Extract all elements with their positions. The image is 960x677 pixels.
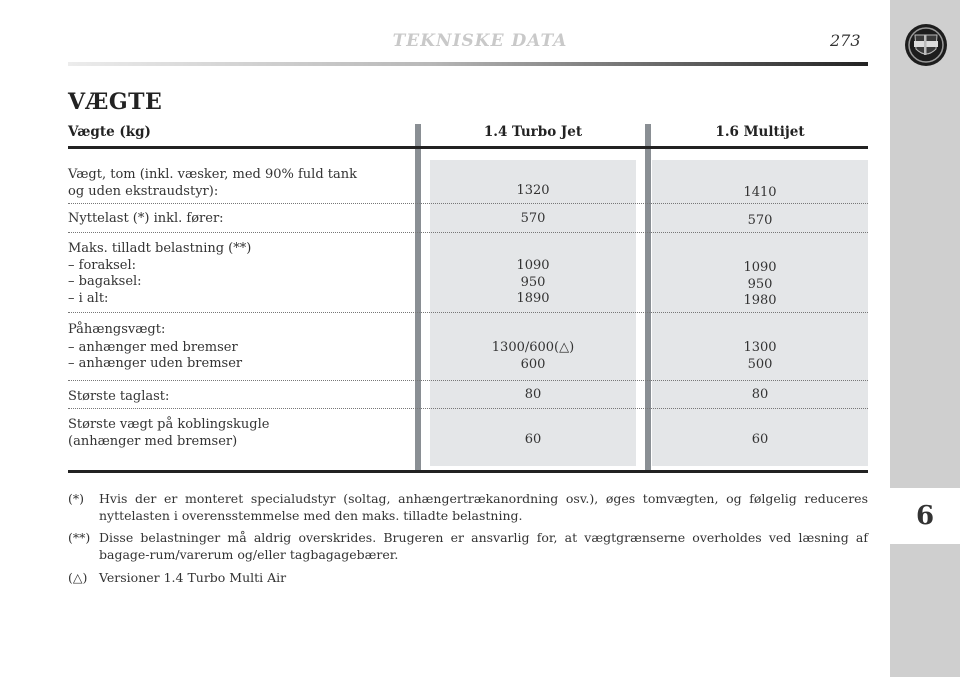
table-cell-turbo-jet: 1300/600(△) 600 <box>491 340 575 372</box>
table-bottom-rule <box>68 470 868 473</box>
lancia-shield-icon <box>903 22 949 68</box>
table-cell-turbo-jet: 60 <box>524 432 542 447</box>
column-divider <box>415 124 421 473</box>
row-separator <box>68 380 868 381</box>
table-cell-multijet: 1090 950 1980 <box>743 260 777 308</box>
table-cell-turbo-jet: 1320 <box>516 183 550 198</box>
row-separator <box>68 408 868 409</box>
row-separator <box>68 203 868 204</box>
table-row-label: Største vægt på koblingskugle (anhænger med bremser) <box>68 417 270 449</box>
footnote: (*) Hvis der er monteret specialudstyr (soltag, anhængertrækanordning osv.), øges tomvægten, og følgelig reduceres nyttelasten i overensstemmelse med den maks. tilladte belastning. <box>68 491 868 523</box>
column-header-label: Vægte (kg) <box>68 124 151 140</box>
column-header-multijet: 1.6 Multijet <box>715 124 805 140</box>
table-row-label: Største taglast: <box>68 389 170 404</box>
column-header-turbo-jet: 1.4 Turbo Jet <box>483 124 583 140</box>
table-row-label: Påhængsvægt: – anhænger med bremser – anhænger uden bremser <box>68 322 243 371</box>
table-cell-multijet: 1300 500 <box>743 340 777 372</box>
table-cell-multijet: 60 <box>751 432 769 447</box>
page-number: 273 <box>830 31 861 50</box>
table-cell-multijet: 570 <box>747 213 773 228</box>
running-header-title: TEKNISKE DATA <box>392 31 568 51</box>
table-cell-multijet: 1410 <box>743 185 777 200</box>
table-cell-turbo-jet: 1090 950 1890 <box>516 258 550 306</box>
header-rule <box>68 62 868 66</box>
row-separator <box>68 312 868 313</box>
footnote: (**) Disse belastninger må aldrig overskrides. Brugeren er ansvarlig for, at vægtgrænserne overholdes ved læsning af bagage-rum/varerum og/eller tagbagagebærer. <box>68 530 868 562</box>
section-title: VÆGTE <box>68 89 163 115</box>
table-row-label: Nyttelast (*) inkl. fører: <box>68 211 224 226</box>
table-top-rule <box>68 146 868 149</box>
column-shade-turbo-jet <box>430 160 636 466</box>
chapter-number[interactable]: 6 <box>890 488 960 544</box>
table-cell-turbo-jet: 80 <box>524 387 542 402</box>
column-divider <box>645 124 651 473</box>
column-shade-multijet <box>652 160 868 466</box>
side-strip <box>890 0 960 677</box>
table-row-label: Vægt, tom (inkl. væsker, med 90% fuld tank og uden ekstraudstyr): <box>68 167 358 199</box>
table-cell-turbo-jet: 570 <box>520 211 546 226</box>
table-cell-multijet: 80 <box>751 387 769 402</box>
table-row-label: Maks. tilladt belastning (**) – foraksel: – bagaksel: – i alt: <box>68 241 252 306</box>
footnote: (△) Versioner 1.4 Turbo Multi Air <box>68 570 287 585</box>
row-separator <box>68 232 868 233</box>
